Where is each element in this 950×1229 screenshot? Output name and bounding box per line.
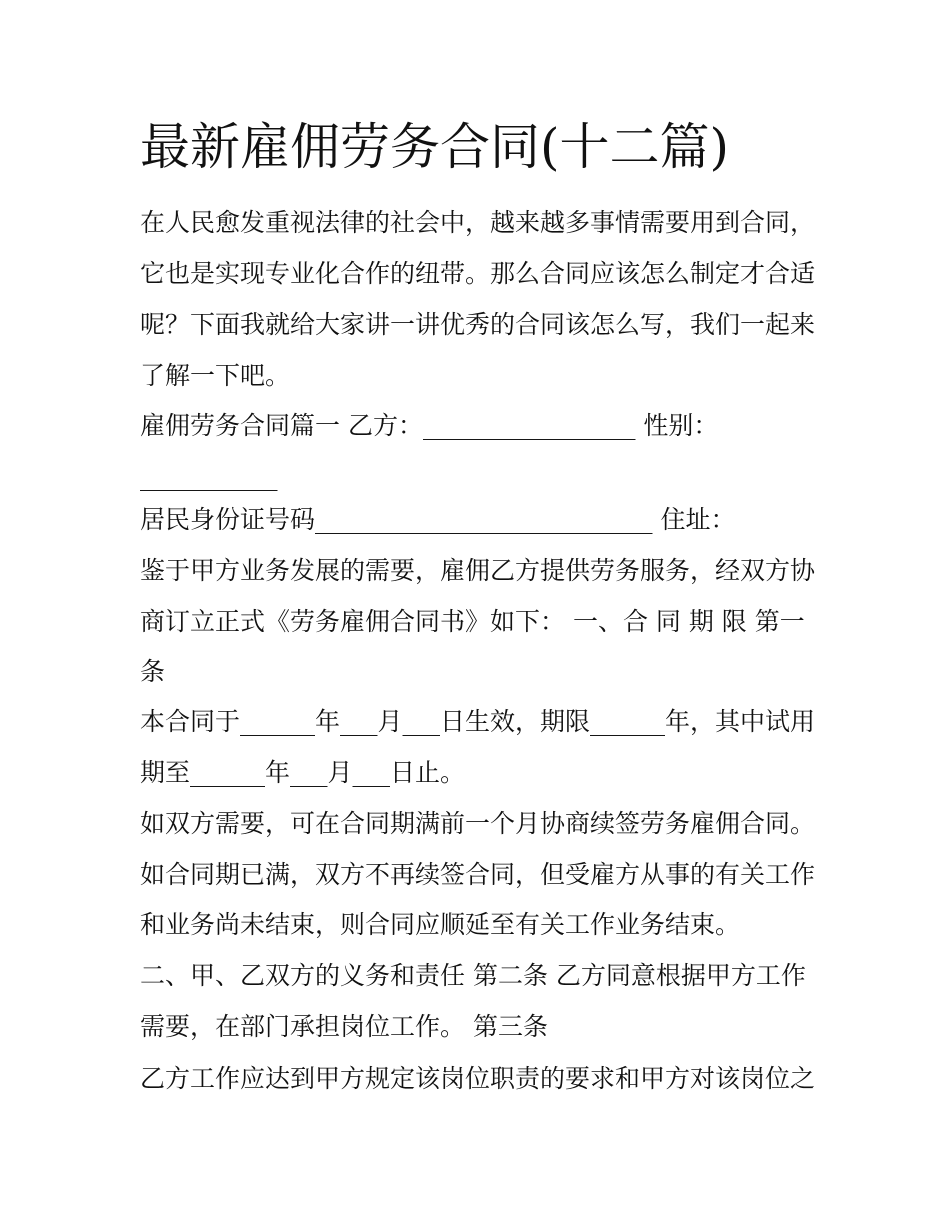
text-line-2: 它也是实现专业化合作的纽带。那么合同应该怎么制定才合适 (140, 259, 816, 288)
text-line-18: 乙方工作应达到甲方规定该岗位职责的要求和甲方对该岗位之 (140, 1064, 816, 1093)
text-line-13: 如双方需要，可在合同期满前一个月协商续签劳务雇佣合同。 (140, 809, 816, 838)
text-line-5: 雇佣劳务合同篇一 乙方：_________________ 性别： (140, 411, 719, 440)
text-line-3: 呢？下面我就给大家讲一讲优秀的合同该怎么写，我们一起来 (140, 310, 816, 339)
text-line-12: 期至______年___月___日止。 (140, 758, 466, 787)
text-line-6: ___________ (140, 462, 278, 491)
text-line-4: 了解一下吧。 (140, 361, 291, 390)
text-line-16: 二、甲、乙双方的义务和责任 第二条 乙方同意根据甲方工作 (140, 961, 806, 990)
text-line-17: 需要，在部门承担岗位工作。 第三条 (140, 1012, 548, 1041)
document-title: 最新雇佣劳务合同(十二篇) (140, 118, 730, 176)
text-line-15: 和业务尚未结束，则合同应顺延至有关工作业务结束。 (140, 910, 741, 939)
text-line-7: 居民身份证号码___________________________ 住址： (140, 505, 736, 534)
text-line-9: 商订立正式《劳务雇佣合同书》如下： 一、合 同 期 限 第一 (140, 607, 805, 636)
text-line-14: 如合同期已满，双方不再续签合同，但受雇方从事的有关工作 (140, 860, 816, 889)
text-line-8: 鉴于甲方业务发展的需要，雇佣乙方提供劳务服务，经双方协 (140, 556, 816, 585)
text-line-11: 本合同于______年___月___日生效，期限______年，其中试用 (140, 707, 816, 736)
text-line-1: 在人民愈发重视法律的社会中，越来越多事情需要用到合同， (140, 208, 816, 237)
text-line-10: 条 (140, 657, 166, 686)
